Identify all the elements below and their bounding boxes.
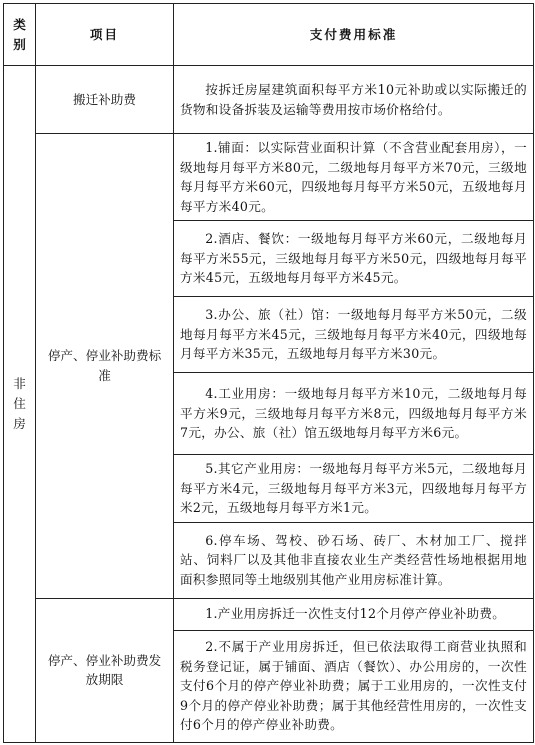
item-period bbox=[36, 598, 174, 742]
item-suspension-label: 停产、停业补助费标准 bbox=[47, 348, 162, 383]
standard-period-industry: 1.产业用房拆迁一次性支付12个月停产停业补助费。 bbox=[174, 598, 534, 630]
standard-office: 3.办公、旅（社）馆：一级地每月每平方米50元，二级地每月每平方米45元，三级地每月每平方米40元，四级地每月每平方米35元，五级地每月每平方米30元。 bbox=[174, 297, 534, 373]
item-suspension bbox=[36, 134, 174, 599]
category-cell bbox=[4, 66, 36, 743]
standard-other-industry: 5.其它产业用房：一级地每月每平方米5元，二级地每月每平方米4元，三级地每月每平方米3元，四级地每月每平方米2元，五级地每月每平方米1元。 bbox=[174, 455, 534, 523]
header-item: 项目 bbox=[36, 4, 174, 66]
header-category-label: 类别 bbox=[13, 16, 28, 52]
standard-hotel: 2.酒店、餐饮：一级地每月每平方米60元，二级地每月每平方米55元，三级地每月每平方米50元，四级地每月每平方米45元，五级地每月每平方米45元。 bbox=[174, 221, 534, 297]
standard-site: 6.停车场、驾校、砂石场、砖厂、木材加工厂、搅拌站、饲料厂以及其他非直接农业生产类经营性场地根据用地面积参照同等土地级别其他产业用房标准计算。 bbox=[174, 522, 534, 598]
category-label: 非住房 bbox=[13, 375, 26, 431]
standard-shopfront: 1.铺面：以实际营业面积计算（不含营业配套用房），一级地每月每平方米80元，二级地每月每平方米70元，三级地每月每平方米60元，四级地每月每平方米50元，五级地每月每平方米40元。 bbox=[174, 134, 534, 221]
header-row bbox=[4, 4, 534, 66]
header-category bbox=[4, 4, 36, 66]
item-relocation: 搬迁补助费 bbox=[36, 66, 174, 134]
compensation-standard-table bbox=[3, 3, 533, 743]
item-period-label: 停产、停业补助费发放期限 bbox=[47, 652, 162, 687]
standard-industrial: 4.工业用房：一级地每月每平方米10元，二级地每月每平方米9元，三级地每月每平方米8元，四级地每月每平方米7元，办公、旅（社）馆五级地每月每平方米6元。 bbox=[174, 373, 534, 455]
standard-period-licensed: 2.不属于产业用房拆迁，但已依法取得工商营业执照和税务登记证，属于铺面、酒店（餐饮）、办公用房的，一次性支付6个月的停产停业补助费；属于工业用房的，一次性支付9个月的停产停业补助费；属于其他经营性用房的，一次性支付6个月的停产停业补助费。 bbox=[174, 630, 534, 742]
fee-table bbox=[3, 3, 534, 743]
table-row bbox=[4, 66, 534, 134]
standard-relocation: 按拆迁房屋建筑面积每平方米10元补助或以实际搬迁的货物和设备拆装及运输等费用按市场价格给付。 bbox=[174, 66, 534, 134]
header-standard: 支付费用标准 bbox=[174, 4, 534, 66]
table-row bbox=[4, 598, 534, 630]
table-row bbox=[4, 134, 534, 221]
